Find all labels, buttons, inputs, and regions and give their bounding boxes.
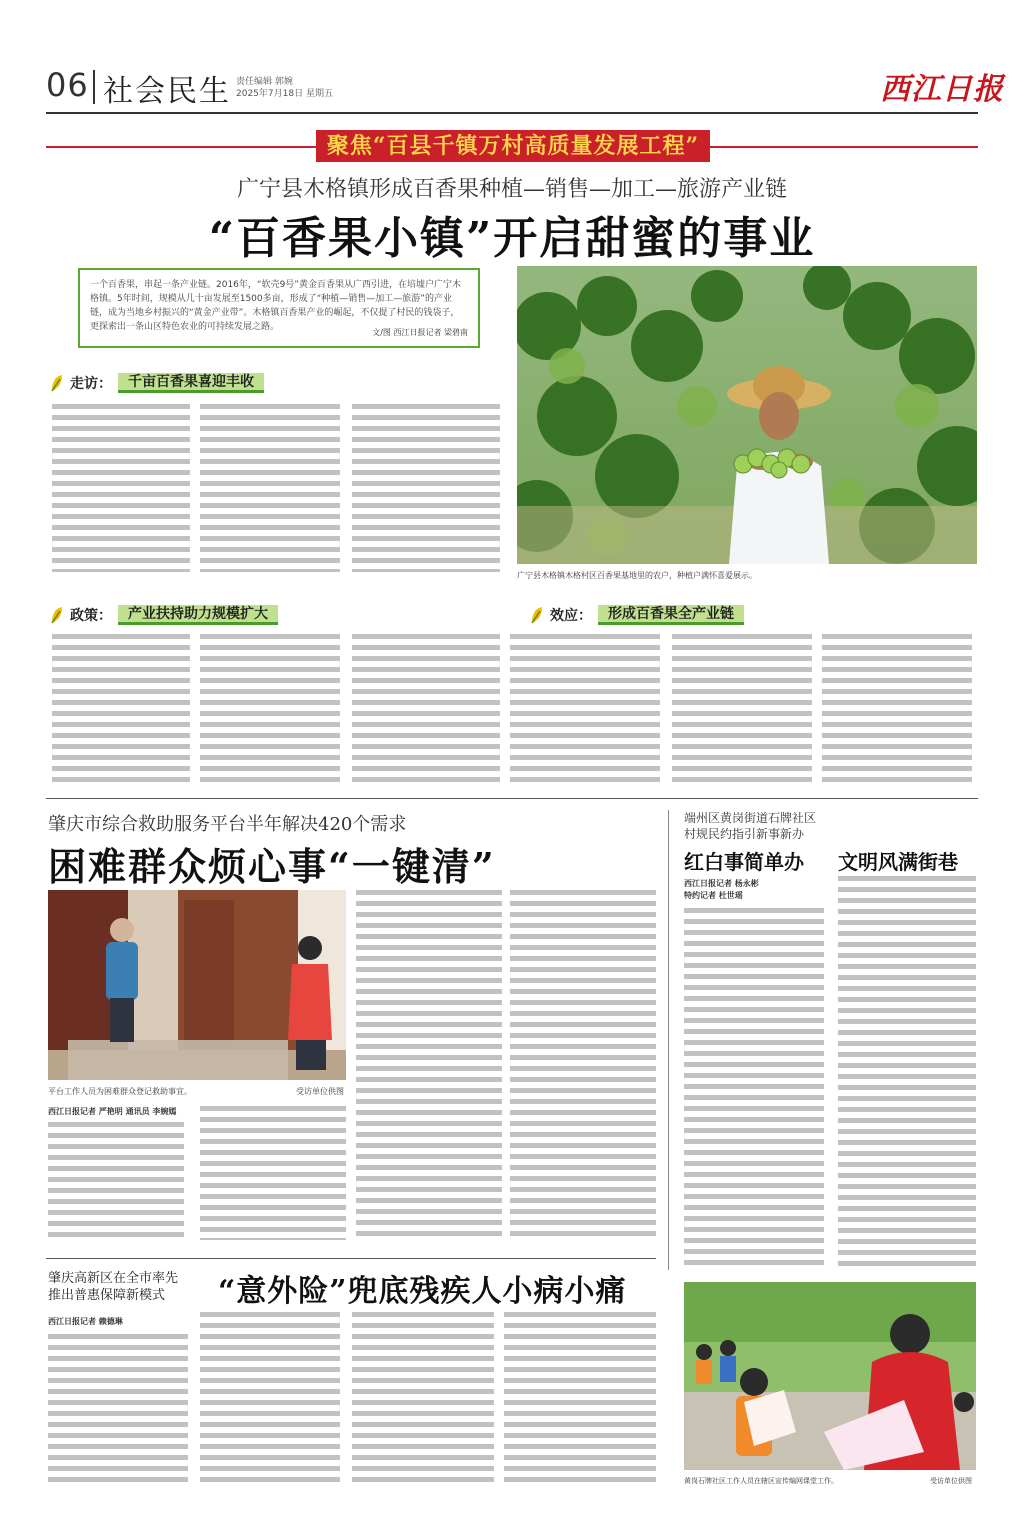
right-byline-2: 特约记者 杜世瑶: [684, 891, 743, 900]
paper-logo: 西江日报: [880, 72, 1004, 107]
lead-photo: [517, 266, 977, 564]
column-divider: [668, 810, 669, 1270]
right-headline-left: 红白事简单办: [684, 850, 804, 874]
article-column: [504, 1312, 656, 1486]
lead-abstract: [78, 268, 480, 348]
subhead-effect: [530, 604, 744, 626]
article-column: [822, 634, 972, 782]
second-photo-caption: 平台工作人员为困难群众登记救助事宜。: [48, 1087, 192, 1096]
lead-kicker: 广宁县木格镇形成百香果种植—销售—加工—旅游产业链: [236, 177, 787, 202]
masthead-rule: [46, 112, 978, 114]
article-column: [352, 1312, 494, 1486]
right-kicker-line-1: 端州区黄岗街道石牌社区: [684, 811, 817, 825]
bottom-byline: 西江日报记者 赖德琳: [48, 1317, 123, 1326]
section-divider: [46, 798, 978, 799]
article-column: [510, 634, 660, 782]
second-byline: 西江日报记者 严艳明 通讯员 李婉嫣: [48, 1107, 177, 1116]
subhead-policy-tag: 产业扶持助力规模扩大: [118, 605, 278, 625]
section-divider: [46, 1258, 656, 1259]
abstract-byline: 文/图 西江日报记者 梁碧南: [372, 328, 468, 337]
leaf-icon: [50, 605, 64, 625]
article-column: [52, 634, 190, 782]
article-column: [200, 634, 340, 782]
article-column: [356, 890, 502, 1240]
right-byline: [684, 878, 759, 902]
banner-rule-left: [46, 146, 316, 148]
bottom-kicker-line-1: 肇庆高新区在全市率先: [48, 1271, 179, 1286]
subhead-visit-tag: 千亩百香果喜迎丰收: [118, 373, 264, 393]
subhead-visit: [50, 372, 264, 394]
bottom-kicker: [48, 1270, 178, 1304]
article-column: [200, 1106, 346, 1240]
date-line: 2025年7月18日 星期五: [236, 89, 333, 99]
article-column: [352, 634, 500, 782]
lead-photo-caption: 广宁县木格镇木格村区百香果基地里的农户，种植户满怀喜爱展示。: [517, 571, 757, 580]
right-kicker: [684, 810, 816, 842]
article-column: [672, 634, 812, 782]
home-visit-illustration: [48, 890, 346, 1080]
bottom-headline: “意外险”兜底残疾人小病小痛: [218, 1274, 627, 1309]
banner-rule-right: [710, 146, 978, 148]
subhead-policy: [50, 604, 278, 626]
community-class-illustration: [684, 1282, 976, 1470]
article-column: [684, 908, 824, 1268]
second-headline: 困难群众烦心事“一键清”: [48, 844, 496, 889]
second-kicker: 肇庆市综合救助服务平台半年解决420个需求: [48, 814, 407, 835]
bottom-photo-credit: 受访单位供图: [930, 1477, 972, 1485]
article-column: [48, 1122, 184, 1240]
bottom-photo: [684, 1282, 976, 1470]
farmer-photo-illustration: [517, 266, 977, 564]
article-column: [352, 404, 500, 572]
editor-line: 责任编辑 郭婉: [236, 77, 293, 87]
second-photo: [48, 890, 346, 1080]
page-number: 06: [46, 66, 89, 104]
masthead-divider: [93, 70, 95, 104]
right-byline-1: 西江日报记者 杨永彬: [684, 879, 759, 888]
subhead-effect-label: 效应：: [550, 608, 592, 624]
section-title: 社会民生: [103, 74, 231, 109]
right-kicker-line-2: 村规民约指引新事新办: [684, 827, 805, 841]
subhead-policy-label: 政策：: [70, 608, 112, 624]
leaf-icon: [50, 373, 64, 393]
subhead-visit-label: 走访：: [70, 376, 112, 392]
lead-headline: “百香果小镇”开启甜蜜的事业: [208, 213, 816, 264]
right-headline-right: 文明风满街巷: [838, 850, 958, 874]
article-column: [52, 404, 190, 572]
article-column: [48, 1334, 188, 1486]
second-photo-credit: 受访单位供图: [296, 1087, 344, 1096]
article-column: [200, 1312, 340, 1486]
topic-banner: 聚焦“百县千镇万村高质量发展工程”: [316, 130, 710, 162]
abstract-text: 一个百香果，串起一条产业链。2016年，“软壳9号”黄金百香果从广西引进，在培墟户广宁木格镇。5年时间，规模从几十亩发展至1500多亩，形成了“种植—销售—加工—旅游”的产业链，成为当地乡村振兴的“黄金产业带”。木格镇百香果产业的崛起，不仅提了村民的钱袋子，更探索出一条山区特色农业的可持续发展之路。: [90, 280, 461, 332]
leaf-icon: [530, 605, 544, 625]
bottom-photo-caption: 黄岗石牌社区工作人员在辖区宣传编网课堂工作。: [684, 1477, 838, 1485]
article-column: [838, 876, 976, 1268]
article-column: [510, 890, 656, 1240]
subhead-effect-tag: 形成百香果全产业链: [598, 605, 744, 625]
bottom-kicker-line-2: 推出普惠保障新模式: [48, 1288, 166, 1303]
article-column: [200, 404, 340, 572]
masthead-meta: [236, 76, 333, 100]
